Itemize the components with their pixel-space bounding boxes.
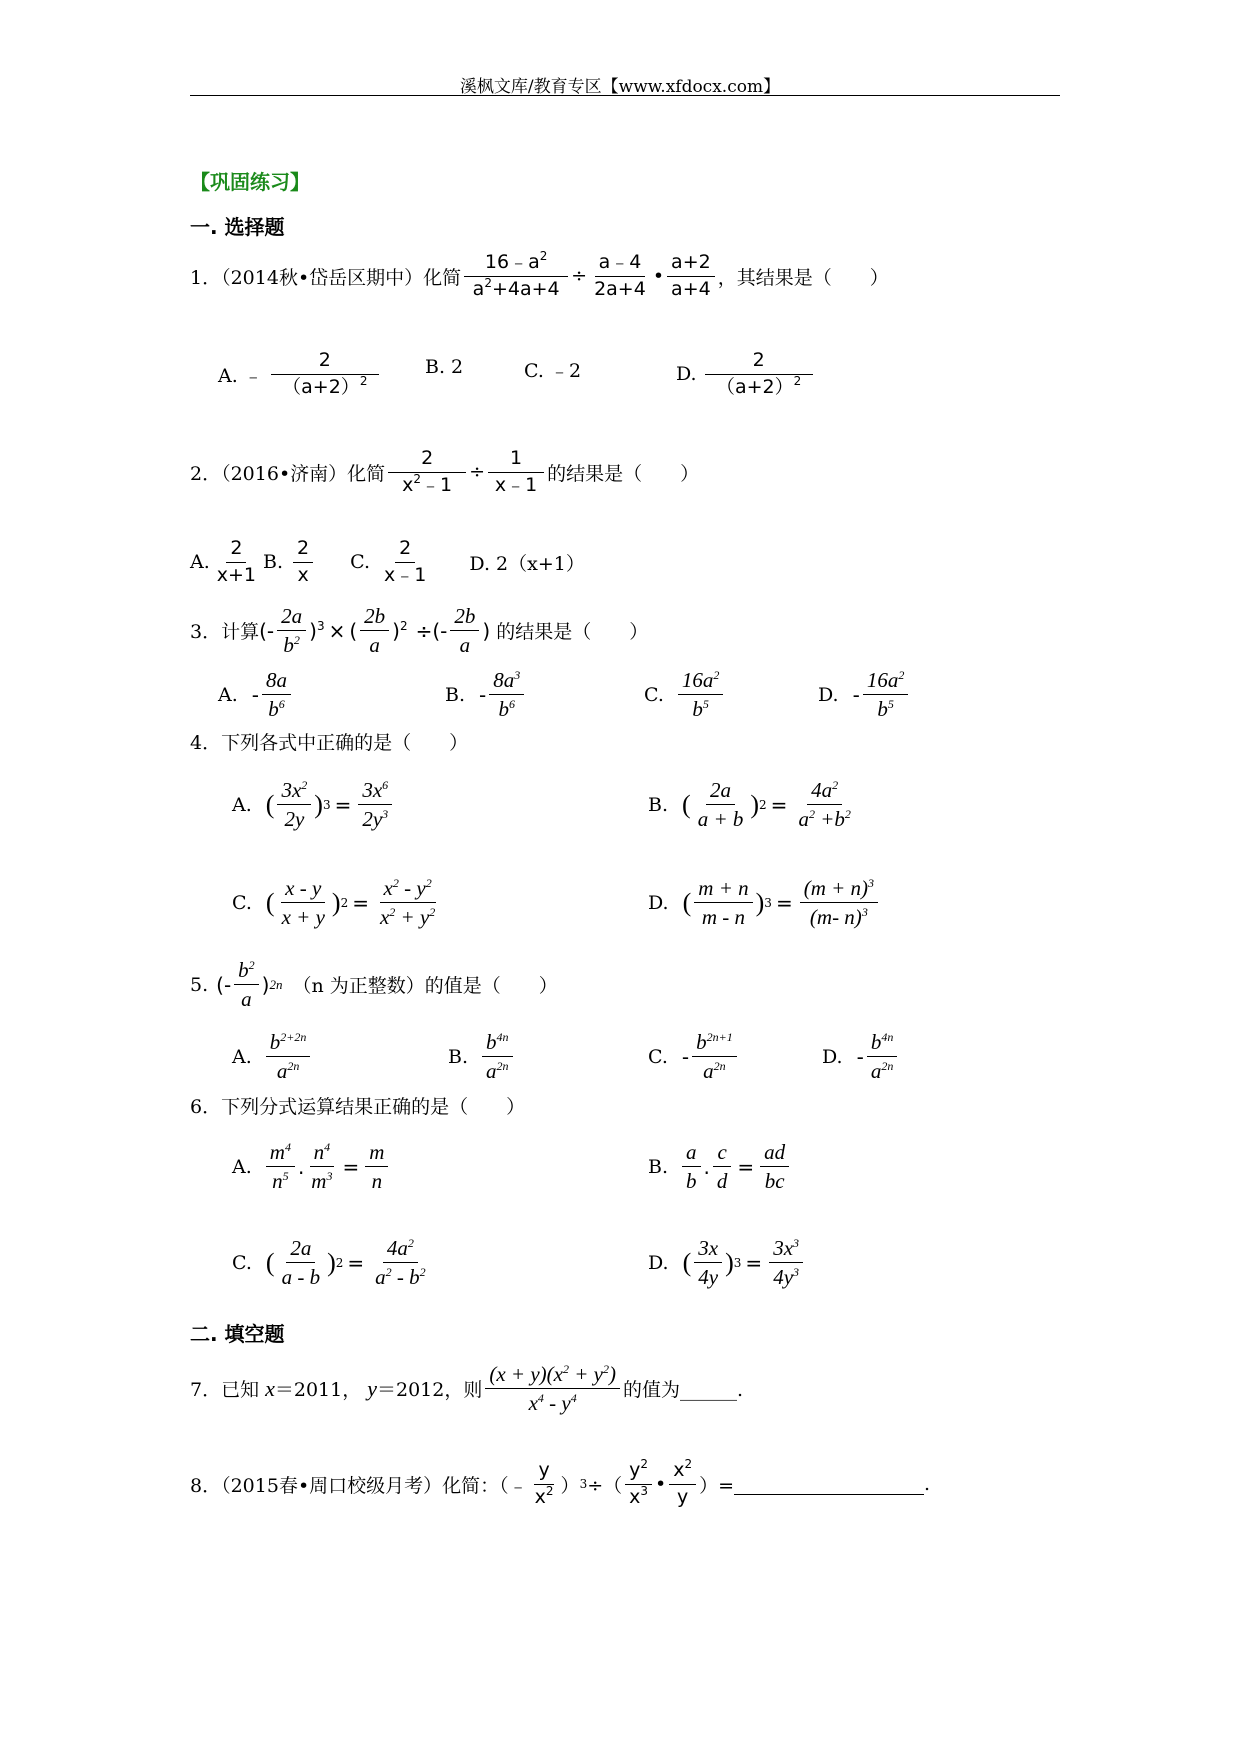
question-4: 4．下列各式中正确的是（ ） [190, 732, 469, 754]
q4-option-a: A. ( $\frac{3x^2}{2y}$ ) 3 = $\frac{3x^6}{2y^3}$ [232, 778, 395, 831]
q1-fraction-2: $\frac{a﹣4}{2a+4}$ [594, 251, 646, 300]
header-rule [190, 95, 1060, 96]
q4-option-b: B. ( $\frac{2a}{a + b}$ ) 2 = $\frac{4a^2}{a^2 +b^2}$ [648, 778, 851, 832]
q1-option-d: D. $\frac{2}{(a+2)^2}$ [676, 350, 816, 399]
q5-option-a: A. $\frac{b^{2+2n}}{a^{2n}}$ [232, 1030, 313, 1083]
q1-option-a: A. ﹣ $\frac{2}{(a+2)^2}$ [218, 350, 382, 399]
q1-divide: ÷ [571, 265, 588, 288]
q3-option-c: C. $\frac{16a^2}{b^5}$ [644, 668, 726, 721]
q1-option-b: B. 2 [425, 356, 464, 378]
q6-option-a: A. $\frac{m^4}{n^5}$ . $\frac{n^4}{m^3}$ = $\frac{m}{n}$ [232, 1140, 391, 1193]
question-8: 8．（2015春•周口校级月考）化简：（﹣ $\frac{y}{x^2}$ ） 3 ÷（ $\frac{y^2}{x^3}$ • $\frac{x^2}{y}$ ）= . [190, 1457, 931, 1508]
section-choice-title: 一. 选择题 [190, 215, 285, 239]
question-7: 7．已知 x ＝2011， y ＝2012，则 $\frac{(x + y)(x^2 + y^2)}{x^4 - y^4}$ 的值为______. [190, 1362, 744, 1416]
question-6: 6．下列分式运算结果正确的是（ ） [190, 1096, 526, 1118]
question-3: 3．计算 (- $\frac{2a}{b^2}$ )$^3$ × ( $\frac{2b}{a}$ )$^2$ ÷(- $\frac{2b}{a}$ ) 的结果是（ ） [190, 604, 649, 658]
section-fill-title: 二. 填空题 [190, 1322, 285, 1346]
q3-option-b: B. - $\frac{8a^3}{b^6}$ [445, 668, 527, 721]
q1-fraction-3: $\frac{a+2}{a+4}$ [667, 252, 715, 301]
question-2: 2．（2016•济南）化简 $\frac{2}{x^2﹣1}$ ÷ $\frac{1}{x﹣1}$ 的结果是（ ） [190, 447, 700, 496]
q1-dot: • [652, 265, 665, 288]
q6-option-c: C. ( $\frac{2a}{a - b}$ ) 2 = $\frac{4a^2}{a^2 - b^2}$ [232, 1236, 426, 1290]
q1-suffix: ，其结果是（ ） [717, 266, 889, 289]
page-header: 溪枫文库/教育专区【www.xfdocx.com】 [459, 77, 781, 97]
q5-option-d: D. - $\frac{b^{4n}}{a^{2n}}$ [822, 1030, 900, 1083]
q5-option-c: C. - $\frac{b^{2n+1}}{a^{2n}}$ [648, 1030, 740, 1083]
q8-answer-blank[interactable] [734, 1474, 924, 1495]
q3-option-a: A. - $\frac{8a}{b^6}$ [218, 668, 294, 721]
q1-prefix: 1．（2014秋•岱岳区期中）化简 [190, 266, 462, 289]
q2-fraction-2: $\frac{1}{x﹣1}$ [488, 448, 544, 497]
q6-option-b: B. $\frac{a}{b}$ . $\frac{c}{d}$ = $\frac{ad}{bc}$ [648, 1140, 792, 1193]
q3-option-d: D. - $\frac{16a^2}{b^5}$ [818, 668, 911, 721]
q1-fraction-1: $\frac{16﹣a^2}{a^2+4a+4}$ [464, 252, 568, 301]
question-5: 5. (- $\frac{b^2}{a}$ ) 2n （n 为正整数）的值是（ ） [190, 958, 558, 1012]
question-1 [190, 249, 889, 301]
q4-option-d: D. ( $\frac{m + n}{m - n}$ ) 3 = $\frac{(m + n)^3}{(m- n)^3}$ [648, 876, 881, 929]
q1-option-c: C. ﹣2 [524, 360, 582, 382]
q2-fraction-1: $\frac{2}{x^2﹣1}$ [388, 448, 466, 497]
q5-option-b: B. $\frac{b^{4n}}{a^{2n}}$ [448, 1030, 516, 1083]
q4-option-c: C. ( $\frac{x - y}{x + y}$ ) 2 = $\frac{x^2 - y^2}{x^2 + y^2}$ [232, 876, 436, 930]
q2-options: A. $\frac{2}{x+1}$ B. $\frac{2}{x}$ C. $\frac{2}{x﹣1}$ D. 2（x+1） [190, 537, 585, 586]
q6-option-d: D. ( $\frac{3x}{4y}$ ) 3 = $\frac{3x^3}{4y^3}$ [648, 1236, 806, 1289]
practice-title: 【巩固练习】 [190, 170, 310, 194]
